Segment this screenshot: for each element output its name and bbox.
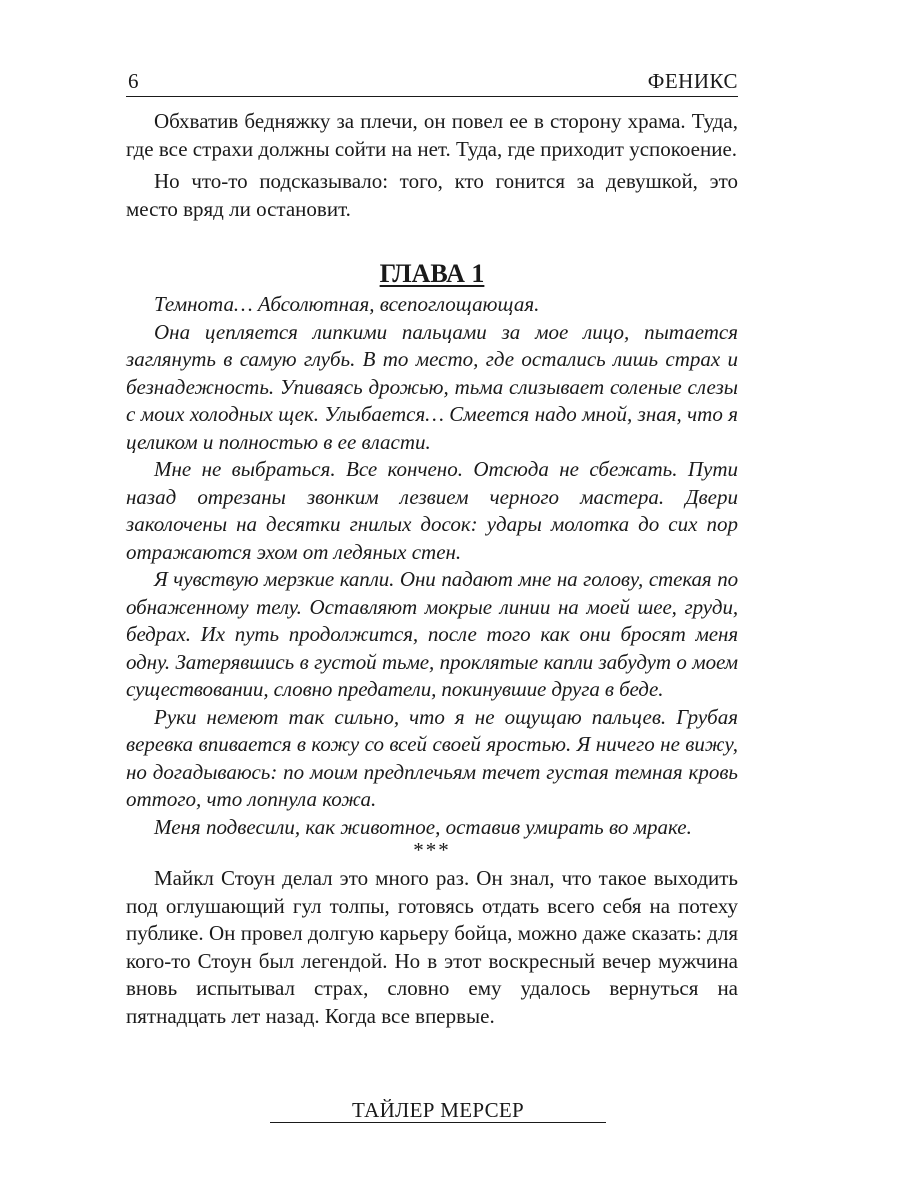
paragraph: Меня подвесили, как животное, оставив умирать во мраке. bbox=[154, 814, 692, 839]
book-page bbox=[126, 66, 738, 1030]
scene-text bbox=[126, 865, 738, 1030]
prologue-text bbox=[126, 108, 738, 223]
scene-separator: *** bbox=[413, 838, 451, 862]
paragraph: Темнота… Абсолютная, всепоглощающая. bbox=[154, 292, 540, 316]
paragraph: Она цепляется липкими пальцами за мое лицо, пытается заглянуть в самую глубь. В то место, где остались лишь страх и безнадежность. Упиваясь дрожью, тьма слизывает соленые слезы с моих холодных щек. Улыбается… Смеется надо мной, зная, что я целиком и полностью в ее власти. bbox=[126, 319, 738, 454]
page-number: 6 bbox=[128, 69, 139, 93]
paragraph: Майкл Стоун делал это много раз. Он знал, что такое выходить под оглушающий гул толпы, готовясь отдать всего себя на потеху публике. Он провел долгую карьеру бойца, можно даже сказать: для кого-то Стоун был легендой. Но в этот воскресный вечер мужчина вновь испытывал страх, словно ему удалось вернуться на пятнадцать лет назад. Когда все впервые. bbox=[126, 866, 738, 1028]
paragraph: Я чувствую мерзкие капли. Они падают мне на голову, стекая по обнаженному телу. Оставляют мокрые линии на моей шее, груди, бедрах. Их путь продолжится, после того как они бросят меня одну. Затерявшись в густой тьме, проклятые капли забудут о моем существовании, словно предатели, покинувшие друга в беде. bbox=[126, 567, 738, 701]
paragraph: Мне не выбраться. Все кончено. Отсюда не сбежать. Пути назад отрезаны звонким лезвием черного мастера. Двери заколочены на десятки гнилых досок: удары молотка до сих пор отражаются эхом от ледяных стен. bbox=[126, 457, 738, 564]
chapter-italic-text bbox=[126, 291, 738, 841]
chapter-title: ГЛАВА 1 bbox=[379, 259, 485, 288]
paragraph: Обхватив бедняжку за плечи, он повел ее в сторону храма. Туда, где все страхи должны сойти на нет. Туда, где приходит успокоение. bbox=[126, 109, 738, 161]
book-title: ФЕНИКС bbox=[647, 69, 738, 93]
running-head bbox=[126, 66, 738, 97]
author-footer: ТАЙЛЕР МЕРСЕР bbox=[270, 1092, 606, 1123]
paragraph: Но что-то подсказывало: того, кто гонится за девушкой, это место вряд ли остановит. bbox=[126, 169, 738, 221]
paragraph: Руки немеют так сильно, что я не ощущаю пальцев. Грубая веревка впивается в кожу со всей своей яростью. Я ничего не вижу, но догадываюсь: по моим предплечьям течет густая темная кровь оттого, что лопнула кожа. bbox=[126, 704, 738, 811]
